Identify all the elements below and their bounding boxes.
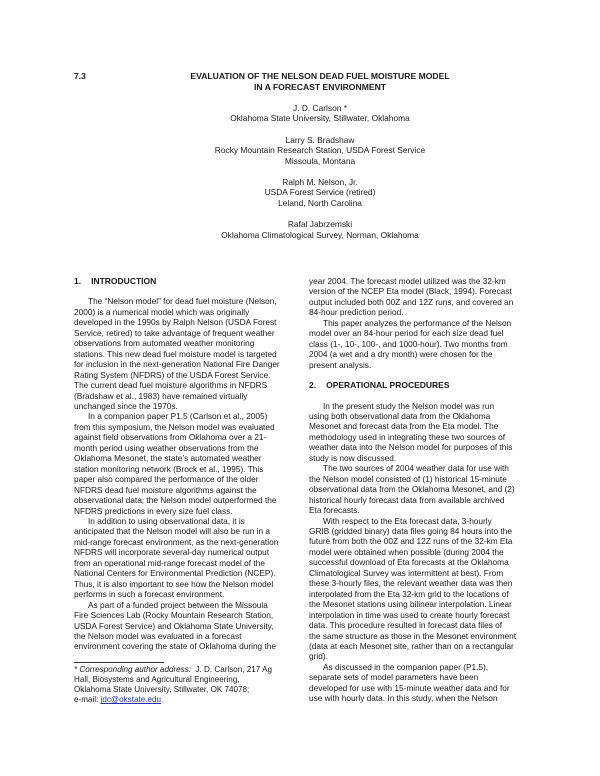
author-affiliation: USDA Forest Service (retired) — [264, 187, 376, 198]
text-line: paper also compared the performance of the older — [74, 474, 259, 485]
text-line: the Nelson model was evaluated in a forecast — [74, 630, 242, 641]
email-label: e-mail: — [74, 695, 99, 705]
text-line: In a companion paper P1.5 (Carlson et al., 2005) — [88, 411, 268, 422]
left-column — [74, 276, 312, 706]
text-line: the Nelson model consisted of (1) historical 15-minute — [309, 473, 507, 484]
text-line: month period using weather observations from the — [74, 442, 259, 453]
text-line: separate sets of model parameters have been — [309, 672, 479, 683]
author-affiliation: Oklahoma Climatological Survey, Norman, Oklahoma — [221, 229, 419, 240]
email-link[interactable]: jdc@okstate.edu — [100, 695, 161, 705]
author-affiliation: Oklahoma State University, Stillwater, Oklahoma — [230, 113, 410, 124]
text-line: mid-range forecast environment, as the next-generation — [74, 536, 279, 547]
text-line: grid). — [309, 651, 328, 662]
paragraph — [74, 296, 312, 411]
author-block — [120, 103, 520, 124]
paragraph — [309, 401, 547, 464]
intro-body — [74, 296, 312, 651]
text-line: study is now discussed. — [309, 452, 397, 463]
paragraph — [309, 318, 547, 370]
footnote-divider — [74, 662, 164, 663]
text-line: stations. This new dead fuel moisture model is targeted — [74, 348, 277, 359]
author-name: Ralph M. Nelson, Jr. — [282, 177, 358, 188]
text-line: Service, retired) to take advantage of frequent weather — [74, 327, 275, 338]
text-line: for inclusion in the next-generation National Fire Danger — [74, 359, 280, 370]
paragraph — [74, 411, 312, 516]
text-line: USDA Forest Service) and Oklahoma State University, — [74, 620, 274, 631]
text-line: the same structure as those in the Mesonet environment — [309, 630, 517, 641]
text-line: unchanged since the 1970s. — [74, 400, 178, 411]
intro-continued-body — [309, 276, 547, 370]
text-line: version of the NCEP Eta model (Black, 1994). Forecast — [309, 286, 512, 297]
text-line: developed in the 1990s by Ralph Nelson (USDA Forest — [74, 317, 277, 328]
text-line: methodology used in integrating these two sources of — [309, 431, 506, 442]
text-line: Mesonet and forecast data from the Eta model. The — [309, 421, 499, 432]
text-line: data. This procedure resulted in forecast data files of — [309, 620, 503, 631]
text-line: As part of a funded project between the Missoula — [88, 599, 268, 610]
text-line: interpolation in time was used to create hourly forecast — [309, 609, 510, 620]
text-line: (Bradshaw et al., 1983) have remained virtually — [74, 390, 248, 401]
text-line: weather data into the Nelson model for purposes of this — [309, 442, 513, 453]
paragraph — [309, 516, 547, 662]
procedures-body — [309, 401, 547, 704]
text-line: observational data from the Oklahoma Mesonet, and (2) — [309, 484, 515, 495]
section-number: 1. — [74, 276, 82, 286]
footnote-line: Oklahoma State University, Stillwater, OK 74078; — [74, 685, 250, 695]
text-line: NFDRS dead fuel moisture algorithms against the — [74, 484, 257, 495]
text-line: historical hourly forecast data from available archived — [309, 494, 505, 505]
text-line: class (1-, 10-, 100-, and 1000-hour). Two months from — [309, 338, 508, 349]
text-line: model were obtained when possible (during 2004 the — [309, 546, 504, 557]
text-line: observational data; the Nelson model outperformed the — [74, 495, 277, 506]
paragraph — [74, 600, 312, 652]
text-line: Eta forecasts. — [309, 505, 360, 516]
author-name: Larry S. Bradshaw — [285, 134, 355, 145]
title-line: IN A FORECAST ENVIRONMENT — [253, 81, 387, 92]
text-line: future from both the 00Z and 12Z runs of the 32-km Eta — [309, 536, 513, 547]
text-line: The current dead fuel moisture algorithms in NFDRS — [74, 380, 268, 391]
footnote-line: Hall, Biosystems and Agricultural Engineering, — [74, 675, 240, 685]
paragraph — [309, 276, 547, 318]
text-line: performs in such a forecast environment. — [74, 589, 225, 600]
text-line: present analysis. — [309, 359, 372, 370]
text-line: using both observational data from the Oklahoma — [309, 410, 491, 421]
text-line: station monitoring network (Brock et al., 1995). This — [74, 463, 264, 474]
text-line: Climatological Survey was intermittent at best). From — [309, 567, 504, 578]
text-line: against field observations from Oklahoma over a 21- — [74, 432, 267, 443]
right-column — [309, 276, 547, 704]
author-list — [120, 103, 520, 251]
text-line: successful download of Eta forecasts at the Oklahoma — [309, 557, 509, 568]
text-line: In the present study the Nelson model was run — [323, 400, 495, 411]
section-number: 2. — [309, 380, 317, 391]
text-line: environment covering the state of Oklahoma during the — [74, 641, 277, 652]
author-affiliation: Rocky Mountain Research Station, USDA Forest Service — [214, 145, 426, 156]
text-line: Fire Sciences Lab (Rocky Mountain Research Station, — [74, 610, 274, 621]
text-line: these 3-hourly files, the relevant weather data was then — [309, 578, 513, 589]
text-line: from an operational mid-range forecast model of the — [74, 557, 265, 568]
paragraph — [309, 662, 547, 704]
text-line: 2004 (a wet and a dry month) were chosen for the — [309, 349, 493, 360]
section-title: OPERATIONAL PROCEDURES — [326, 380, 450, 391]
text-line: Oklahoma Mesonet, the state’s automated weather — [74, 453, 262, 464]
text-line: the Mesonet stations using bilinear interpolation. Linear — [309, 599, 512, 610]
author-affiliation: Missoula, Montana — [284, 155, 356, 166]
text-line: output included both 00Z and 12Z runs, and covered an — [309, 296, 514, 307]
paragraph — [309, 463, 547, 515]
text-line: The two sources of 2004 weather data for use with — [323, 463, 509, 474]
text-line: 2000) is a numerical model which was originally — [74, 306, 250, 317]
text-line: With respect to the Eta forecast data, 3-hourly — [323, 515, 492, 526]
footnote — [74, 665, 312, 706]
text-line: anticipated that the Nelson model will also be run in a — [74, 526, 271, 537]
author-block — [120, 135, 520, 166]
text-line: In addition to using observational data, it is — [88, 515, 245, 526]
text-line: year 2004. The forecast model utilized was the 32-km — [309, 276, 506, 286]
text-line: GRIB (gridded binary) data files going 84 hours into the — [309, 525, 512, 536]
paper-number: 7.3 — [74, 71, 86, 81]
text-line: NFDRS will incorporate several-day numerical output — [74, 547, 270, 558]
text-line: As discussed in the companion paper (P1.5), — [323, 661, 489, 672]
text-line: The “Nelson model” for dead fuel moisture (Nelson, — [88, 296, 277, 307]
author-affiliation: Leland, North Carolina — [278, 197, 362, 208]
author-block — [120, 219, 520, 240]
author-name: J. D. Carlson * — [293, 103, 347, 113]
text-line: from this symposium, the Nelson model was evaluated — [74, 421, 275, 432]
text-line: 84-hour prediction period. — [309, 307, 404, 318]
text-line: model over an 84-hour period for each size dead fuel — [309, 328, 504, 339]
text-line: (data at each Mesonet site, rather than on a rectangular — [309, 640, 514, 651]
section-heading-introduction — [74, 276, 312, 286]
paragraph — [74, 516, 312, 600]
text-line: Thus, it is also important to see how the Nelson model — [74, 578, 274, 589]
section-heading-operational-procedures — [309, 380, 547, 390]
text-line: observations from automated weather monitoring — [74, 338, 255, 349]
text-line: interpolated from the Eta 32-km grid to the locations of — [309, 588, 509, 599]
paper-title — [120, 71, 520, 92]
footnote-line: J. D. Carlson, 217 Ag — [195, 664, 272, 674]
text-line: Rating System (NFDRS) of the USDA Forest Service. — [74, 369, 271, 380]
footnote-label: * Corresponding author address: — [74, 664, 191, 674]
author-block — [120, 177, 520, 208]
section-title: INTRODUCTION — [91, 276, 157, 286]
author-name: Rafal Jabrzemski — [287, 219, 353, 230]
text-line: use with hourly data. In this study, when the Nelson — [309, 693, 498, 704]
text-line: NFDRS predictions in every size fuel class. — [74, 505, 233, 516]
text-line: developed for use with 15-minute weather data and for — [309, 682, 510, 693]
title-line: EVALUATION OF THE NELSON DEAD FUEL MOISTURE MODEL — [190, 71, 450, 81]
text-line: This paper analyzes the performance of the Nelson — [323, 317, 512, 328]
text-line: National Centers for Environmental Prediction (NCEP). — [74, 568, 276, 579]
